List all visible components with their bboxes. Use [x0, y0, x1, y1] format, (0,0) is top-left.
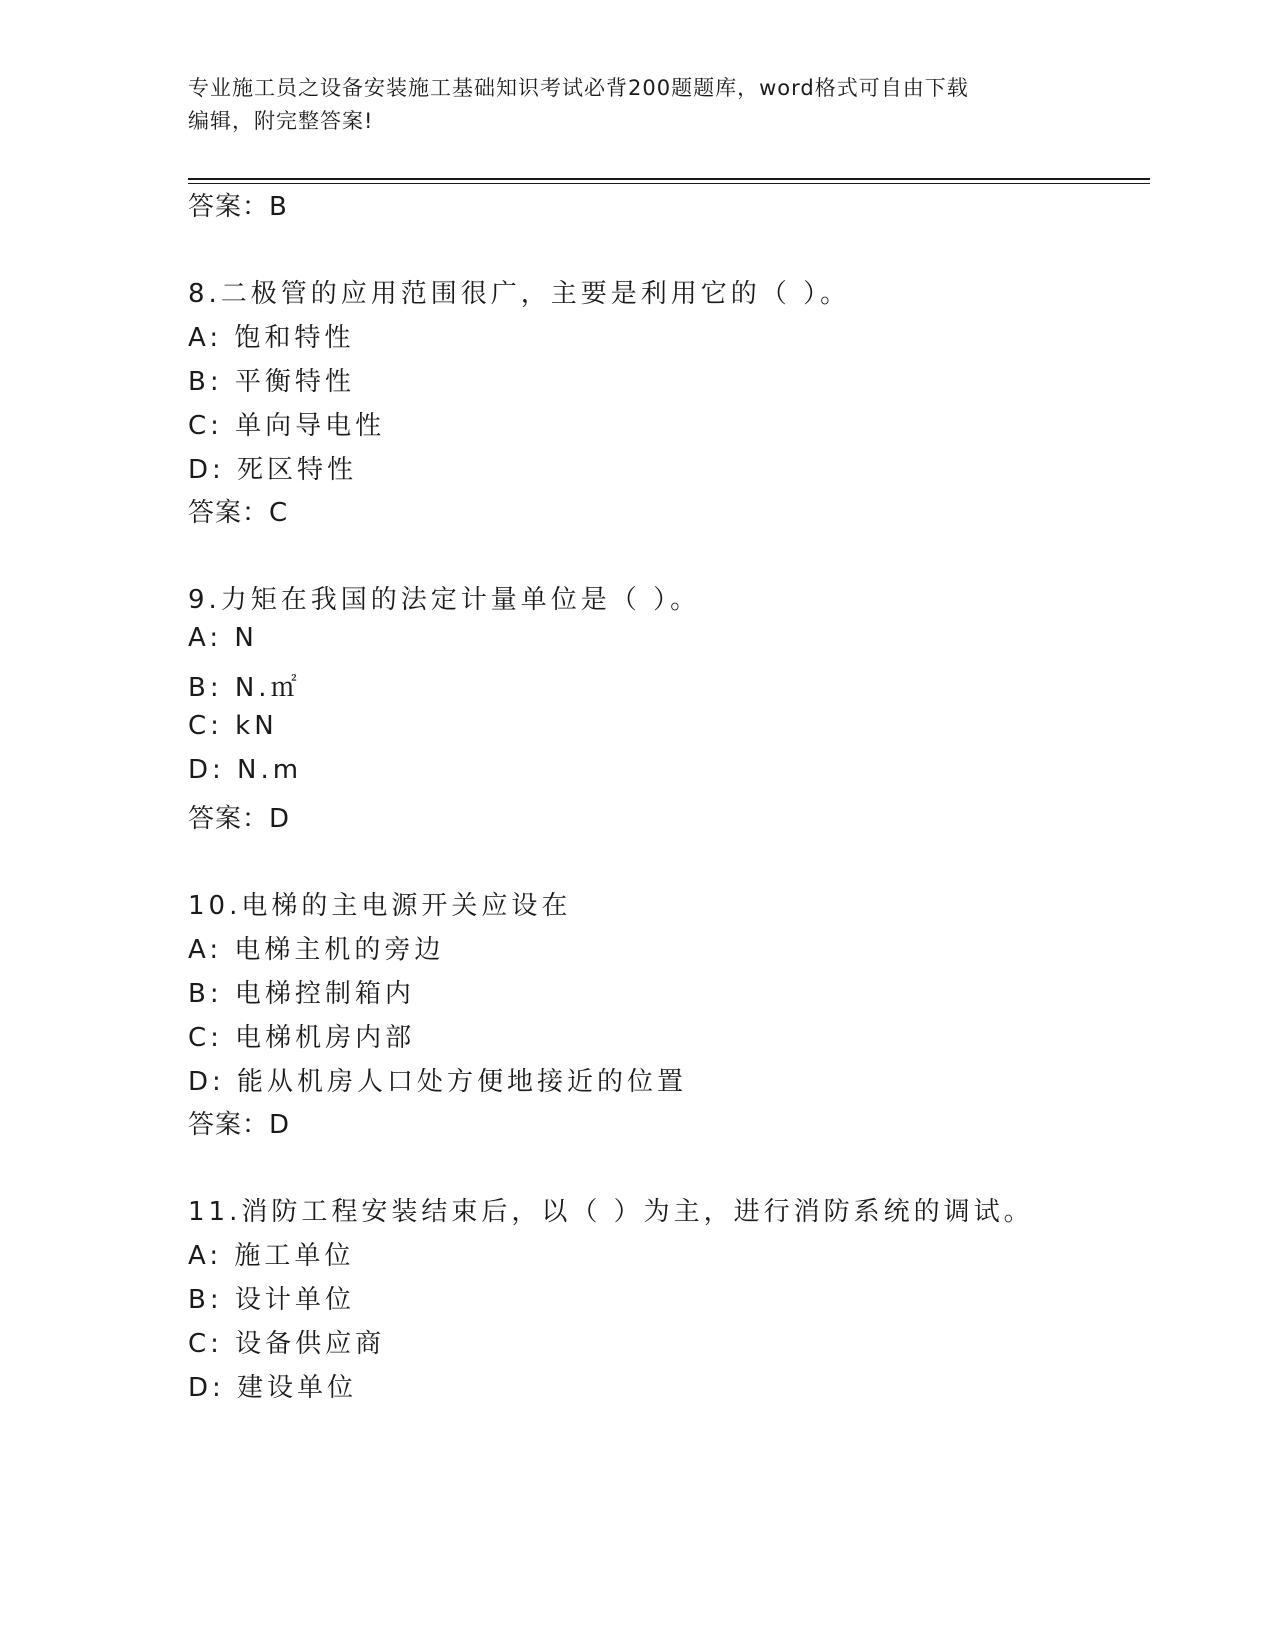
question-stem-q9: 9.力矩在我国的法定计量单位是（ ）。 [188, 585, 701, 615]
option-c-q10: C: 电梯机房内部 [188, 1023, 416, 1053]
option-d-q8: D: 死区特性 [188, 455, 358, 485]
option-a-q11: A: 施工单位 [188, 1241, 355, 1271]
option-d-q11: D: 建设单位 [188, 1373, 358, 1403]
header-line-1: 专业施工员之设备安装施工基础知识考试必背200题题库，word格式可自由下载 [188, 76, 969, 100]
answer-label-q8: 答案：C [188, 498, 289, 528]
option-d-q10: D: 能从机房人口处方便地接近的位置 [188, 1067, 688, 1097]
question-stem-q11: 11.消防工程安装结束后，以（ ）为主，进行消防系统的调试。 [188, 1197, 1034, 1227]
option-b-q10: B: 电梯控制箱内 [188, 979, 415, 1009]
header-divider [188, 178, 1150, 180]
option-d-q9: D: N.m [188, 755, 303, 785]
option-c-q9: C: kN [188, 711, 278, 741]
option-a-q10: A: 电梯主机的旁边 [188, 935, 445, 965]
option-c-q8: C: 单向导电性 [188, 411, 386, 441]
header-line-2: 编辑，附完整答案! [188, 109, 374, 133]
answer-label-q9: 答案：D [188, 804, 291, 834]
option-b-q11: B: 设计单位 [188, 1285, 355, 1315]
option-a-q8: A: 饱和特性 [188, 323, 355, 353]
option-a-q9: A: N [188, 623, 258, 653]
question-stem-q8: 8.二极管的应用范围很广，主要是利用它的（ ）。 [188, 279, 851, 309]
header-divider-thin [188, 183, 1150, 184]
option-b-q9: B: N.㎡ [188, 673, 301, 703]
document-header [188, 72, 1088, 138]
option-c-q11: C: 设备供应商 [188, 1329, 386, 1359]
answer-label-q10: 答案：D [188, 1110, 291, 1140]
question-stem-q10: 10.电梯的主电源开关应设在 [188, 891, 572, 921]
option-b-q8: B: 平衡特性 [188, 367, 355, 397]
answer-label-q7: 答案：B [188, 192, 288, 222]
